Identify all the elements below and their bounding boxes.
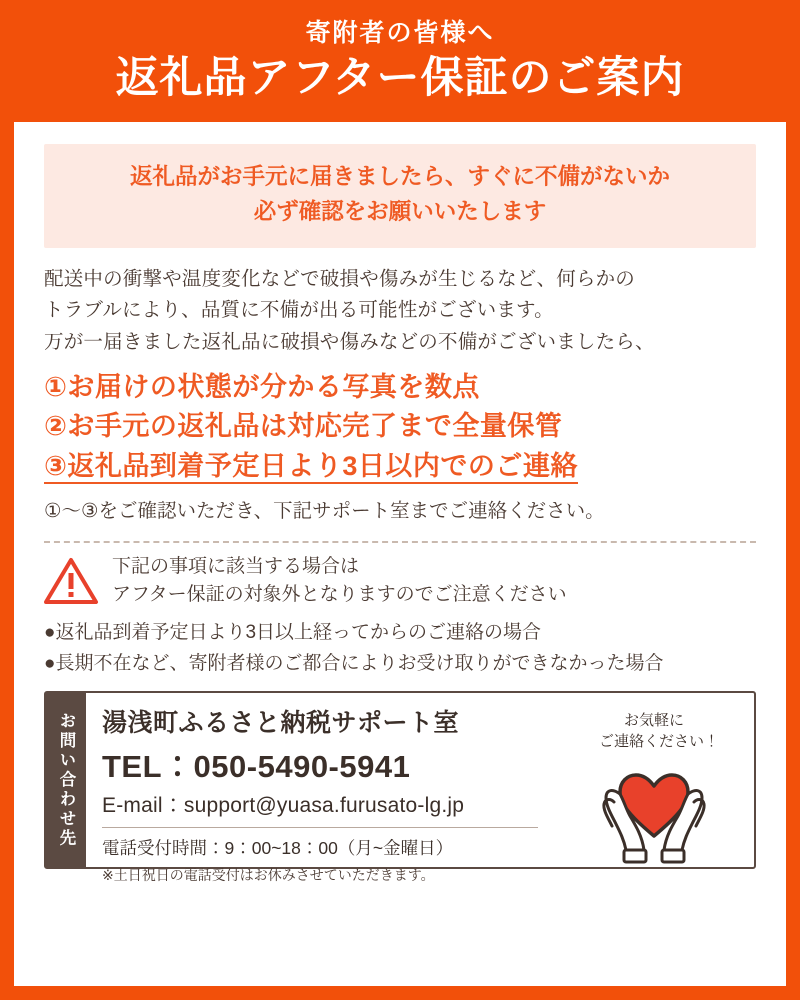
warning-triangle-icon [44,557,98,605]
steps-list [44,368,756,485]
step-item-3 [44,447,756,486]
bubble-line-1: お気軽に [623,712,684,730]
dashed-divider [44,541,756,543]
intro-line-3: 万が一届きました返礼品に破損や傷みなどの不備がございましたら、 [44,330,655,353]
contact-details [102,703,554,884]
notice-line-2: 必ず確認をお願いいたします [253,198,547,224]
intro-line-2: トラブルにより、品質に不備が出る可能性がございます。 [44,299,554,322]
warning-bullets [44,618,756,680]
contact-hours: 電話受付時間：9：00~18：00（月~金曜日） [102,838,454,859]
contact-phone[interactable]: TEL：050-5490-5941 [102,749,411,785]
contact-office-name: 湯浅町ふるさと納税サポート室 [102,709,460,738]
page-title: 返礼品アフター保証のご案内 [115,54,685,102]
step-label-3: ③返礼品到着予定日より3日以内でのご連絡 [44,451,578,484]
step-item-1 [44,368,756,407]
intro-paragraph [44,264,756,359]
step-item-2 [44,407,756,446]
contact-divider [102,827,538,828]
contact-body [86,693,754,884]
hands-holding-heart-icon [554,754,754,866]
warning-block [44,553,756,610]
page-content [14,122,786,884]
bubble-line-2: ご連絡ください！ [598,732,719,750]
warning-bullet-2: ●長期不在など、寄附者様のご都合によりお受け取りができなかった場合 [44,652,664,674]
page-header [0,0,800,122]
warning-bullet-1: ●返礼品到着予定日より3日以上経ってからのご連絡の場合 [44,621,542,643]
after-steps-text: ①〜③をご確認いただき、下記サポート室までご連絡ください。 [44,499,605,522]
step-label-1: ①お届けの状態が分かる写真を数点 [44,372,480,403]
contact-email[interactable]: E-mail：support@yuasa.furusato-lg.jp [102,794,465,818]
contact-note: ※土日祝日の電話受付はお休みさせていただきます。 [102,867,435,884]
contact-illustration-area [554,703,754,867]
warning-line-2: アフター保証の対象外となりますのでご注意ください [112,584,567,606]
warning-text [112,553,567,610]
notice-box [44,144,756,248]
contact-side-label: お問い合わせ先 [46,693,86,867]
warning-line-1: 下記の事項に該当する場合は [112,555,360,577]
intro-line-1: 配送中の衝撃や温度変化などで破損や傷みが生じるなど、何らかの [44,267,636,290]
contact-box [44,691,756,884]
step-label-2: ②お手元の返礼品は対応完了まで全量保管 [44,411,563,442]
header-subtitle: 寄附者の皆様へ [305,19,495,47]
notice-line-1: 返礼品がお手元に届きましたら、すぐに不備がないか [129,163,670,189]
